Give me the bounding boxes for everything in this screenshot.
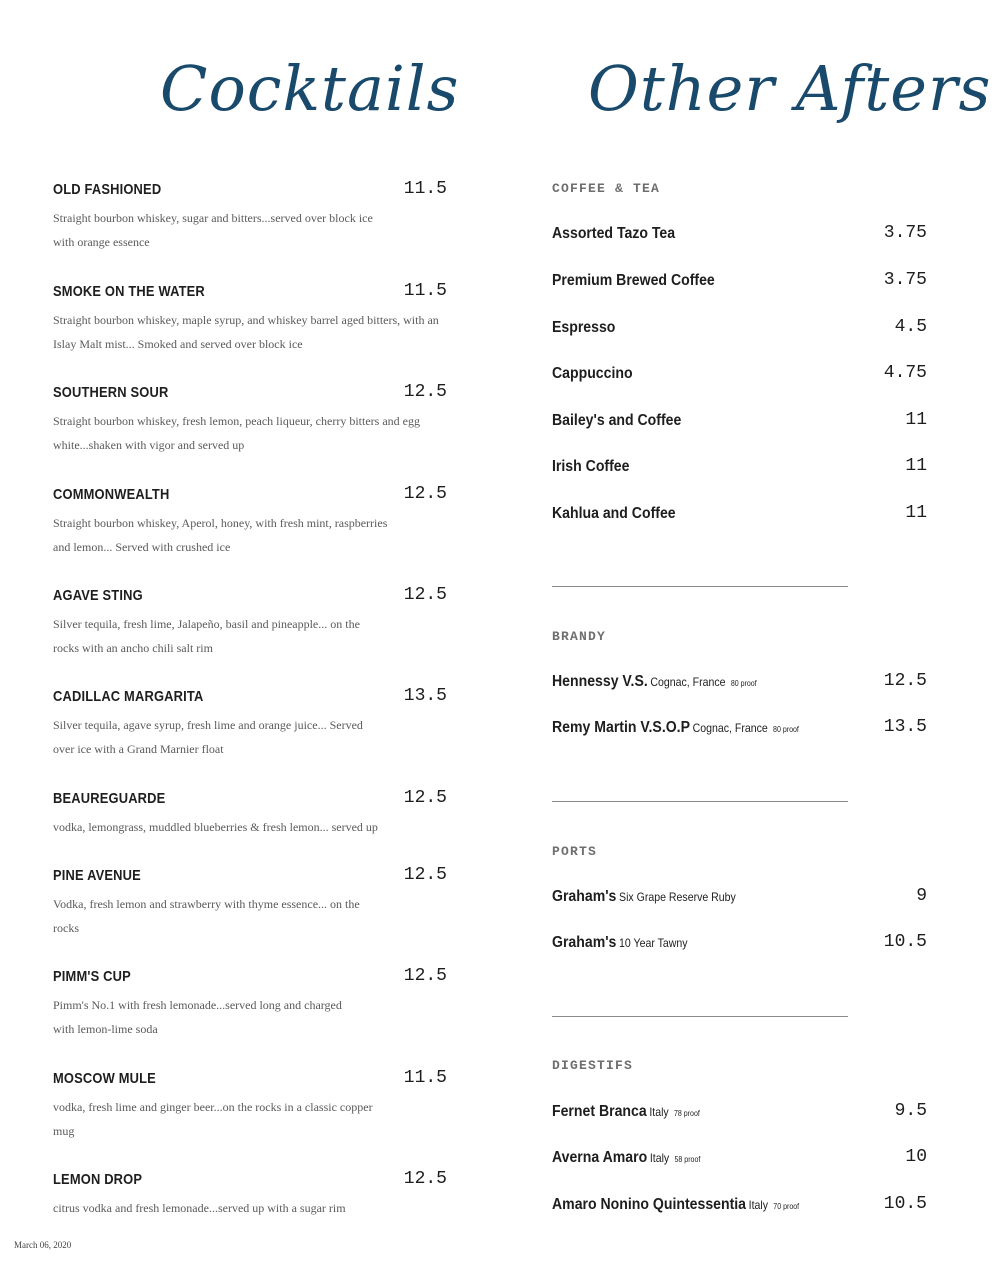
- section-heading-ports: PORTS: [552, 844, 598, 859]
- cocktail-name: COMMONWEALTH: [53, 486, 170, 503]
- cocktail-description: citrus vodka and fresh lemonade...served up with a sugar rim: [53, 1201, 346, 1215]
- item-price: 11: [905, 456, 927, 476]
- menu-item: [552, 1147, 927, 1169]
- section-heading-coffee-tea: COFFEE & TEA: [552, 181, 661, 196]
- cocktails-title: Cocktails: [160, 52, 460, 125]
- item-name: Cappuccino: [552, 365, 633, 382]
- item-origin: Italy: [649, 1151, 670, 1165]
- menu-item: [552, 456, 927, 478]
- item-price: 4.5: [894, 317, 927, 337]
- item-name: Averna Amaro: [552, 1149, 648, 1166]
- item-proof: 58 proof: [674, 1155, 701, 1164]
- item-price: 9.5: [894, 1101, 927, 1121]
- item-origin: Cognac, France: [650, 675, 726, 689]
- item-price: 11: [905, 410, 927, 430]
- cocktail-description: Straight bourbon whiskey, maple syrup, and whiskey barrel aged bitters, with an Islay Malt mist... Smoked and served over block ice: [53, 313, 439, 351]
- menu-item: [552, 1194, 927, 1216]
- item-name: Assorted Tazo Tea: [552, 225, 676, 242]
- section-divider: [552, 801, 848, 802]
- item-price: 10.5: [883, 1194, 927, 1214]
- item-price: 4.75: [883, 363, 927, 383]
- cocktail-description: Silver tequila, agave syrup, fresh lime and orange juice... Served over ice with a Grand Marnier float: [53, 718, 363, 756]
- cocktail-price: 12.5: [403, 865, 447, 885]
- item-name: Graham's: [552, 934, 617, 951]
- item-proof: 70 proof: [773, 1202, 800, 1211]
- cocktail-description: Pimm's No.1 with fresh lemonade...served long and charged with lemon-lime soda: [53, 998, 342, 1036]
- menu-item: [552, 503, 927, 525]
- item-origin: Six Grape Reserve Ruby: [619, 890, 736, 904]
- item-origin: Italy: [649, 1105, 669, 1119]
- cocktail-name: OLD FASHIONED: [53, 181, 162, 198]
- item-price: 3.75: [883, 223, 927, 243]
- cocktail-name: CADILLAC MARGARITA: [53, 688, 204, 705]
- item-proof: 80 proof: [773, 725, 799, 734]
- menu-item: [552, 886, 927, 908]
- menu-item: [552, 671, 927, 693]
- item-name: Hennessy V.S.: [552, 673, 648, 690]
- cocktail-name: AGAVE STING: [53, 587, 143, 604]
- cocktail-description: Vodka, fresh lemon and strawberry with thyme essence... on the rocks: [53, 897, 360, 935]
- cocktail-description: Straight bourbon whiskey, sugar and bitters...served over block ice with orange essence: [53, 211, 373, 249]
- menu-item: [552, 1101, 927, 1123]
- item-proof: 78 proof: [673, 1109, 700, 1118]
- menu-item: [552, 410, 927, 432]
- section-heading-brandy: BRANDY: [552, 629, 607, 644]
- cocktail-name: PIMM'S CUP: [53, 968, 131, 985]
- cocktail-price: 11.5: [403, 179, 447, 199]
- menu-item: [552, 363, 927, 385]
- item-price: 10.5: [883, 932, 927, 952]
- cocktail-price: 12.5: [403, 382, 447, 402]
- cocktail-price: 12.5: [403, 585, 447, 605]
- menu-item: [552, 317, 927, 339]
- item-price: 3.75: [883, 270, 927, 290]
- other-afters-title: Other Afters: [588, 52, 992, 125]
- item-price: 12.5: [883, 671, 927, 691]
- item-name: Bailey's and Coffee: [552, 412, 682, 429]
- cocktail-name: LEMON DROP: [53, 1171, 143, 1188]
- cocktail-name: MOSCOW MULE: [53, 1070, 156, 1087]
- cocktail-description: vodka, lemongrass, muddled blueberries & fresh lemon... served up: [53, 820, 378, 834]
- cocktail-name: PINE AVENUE: [53, 867, 141, 884]
- section-heading-digestifs: DIGESTIFS: [552, 1058, 634, 1073]
- item-price: 11: [905, 503, 927, 523]
- menu-item: [552, 932, 927, 954]
- cocktail-price: 12.5: [403, 966, 447, 986]
- cocktail-name: SMOKE ON THE WATER: [53, 283, 205, 300]
- item-name: Graham's: [552, 888, 617, 905]
- item-origin: Cognac, France: [692, 721, 768, 735]
- cocktail-price: 12.5: [403, 484, 447, 504]
- item-name: Espresso: [552, 319, 616, 336]
- print-date: March 06, 2020: [14, 1240, 72, 1250]
- item-name: Irish Coffee: [552, 458, 630, 475]
- section-divider: [552, 1016, 848, 1017]
- cocktail-description: vodka, fresh lime and ginger beer...on the rocks in a classic copper mug: [53, 1100, 373, 1138]
- item-price: 10: [905, 1147, 927, 1167]
- item-price: 9: [916, 886, 927, 906]
- cocktail-description: Straight bourbon whiskey, fresh lemon, peach liqueur, cherry bitters and egg white...shaken with vigor and served up: [53, 414, 420, 452]
- cocktail-price: 13.5: [403, 686, 447, 706]
- item-price: 13.5: [883, 717, 927, 737]
- cocktail-name: BEAUREGUARDE: [53, 790, 166, 807]
- item-origin: Italy: [748, 1198, 769, 1212]
- item-name: Kahlua and Coffee: [552, 505, 676, 522]
- cocktail-price: 11.5: [403, 1068, 447, 1088]
- cocktail-price: 12.5: [403, 788, 447, 808]
- cocktail-price: 11.5: [403, 281, 447, 301]
- cocktail-description: Straight bourbon whiskey, Aperol, honey, with fresh mint, raspberries and lemon... Served with crushed ice: [53, 516, 388, 554]
- item-name: Amaro Nonino Quintessentia: [552, 1196, 747, 1213]
- item-proof: 80 proof: [730, 679, 757, 688]
- cocktail-name: SOUTHERN SOUR: [53, 384, 169, 401]
- item-name: Remy Martin V.S.O.P: [552, 719, 690, 736]
- menu-item: [552, 717, 927, 739]
- item-name: Fernet Branca: [552, 1103, 647, 1120]
- menu-item: [552, 223, 927, 245]
- cocktail-description: Silver tequila, fresh lime, Jalapeño, basil and pineapple... on the rocks with an ancho chili salt rim: [53, 617, 360, 655]
- item-origin: 10 Year Tawny: [619, 936, 688, 950]
- section-divider: [552, 586, 848, 587]
- item-name: Premium Brewed Coffee: [552, 272, 715, 289]
- menu-item: [552, 270, 927, 292]
- cocktail-price: 12.5: [403, 1169, 447, 1189]
